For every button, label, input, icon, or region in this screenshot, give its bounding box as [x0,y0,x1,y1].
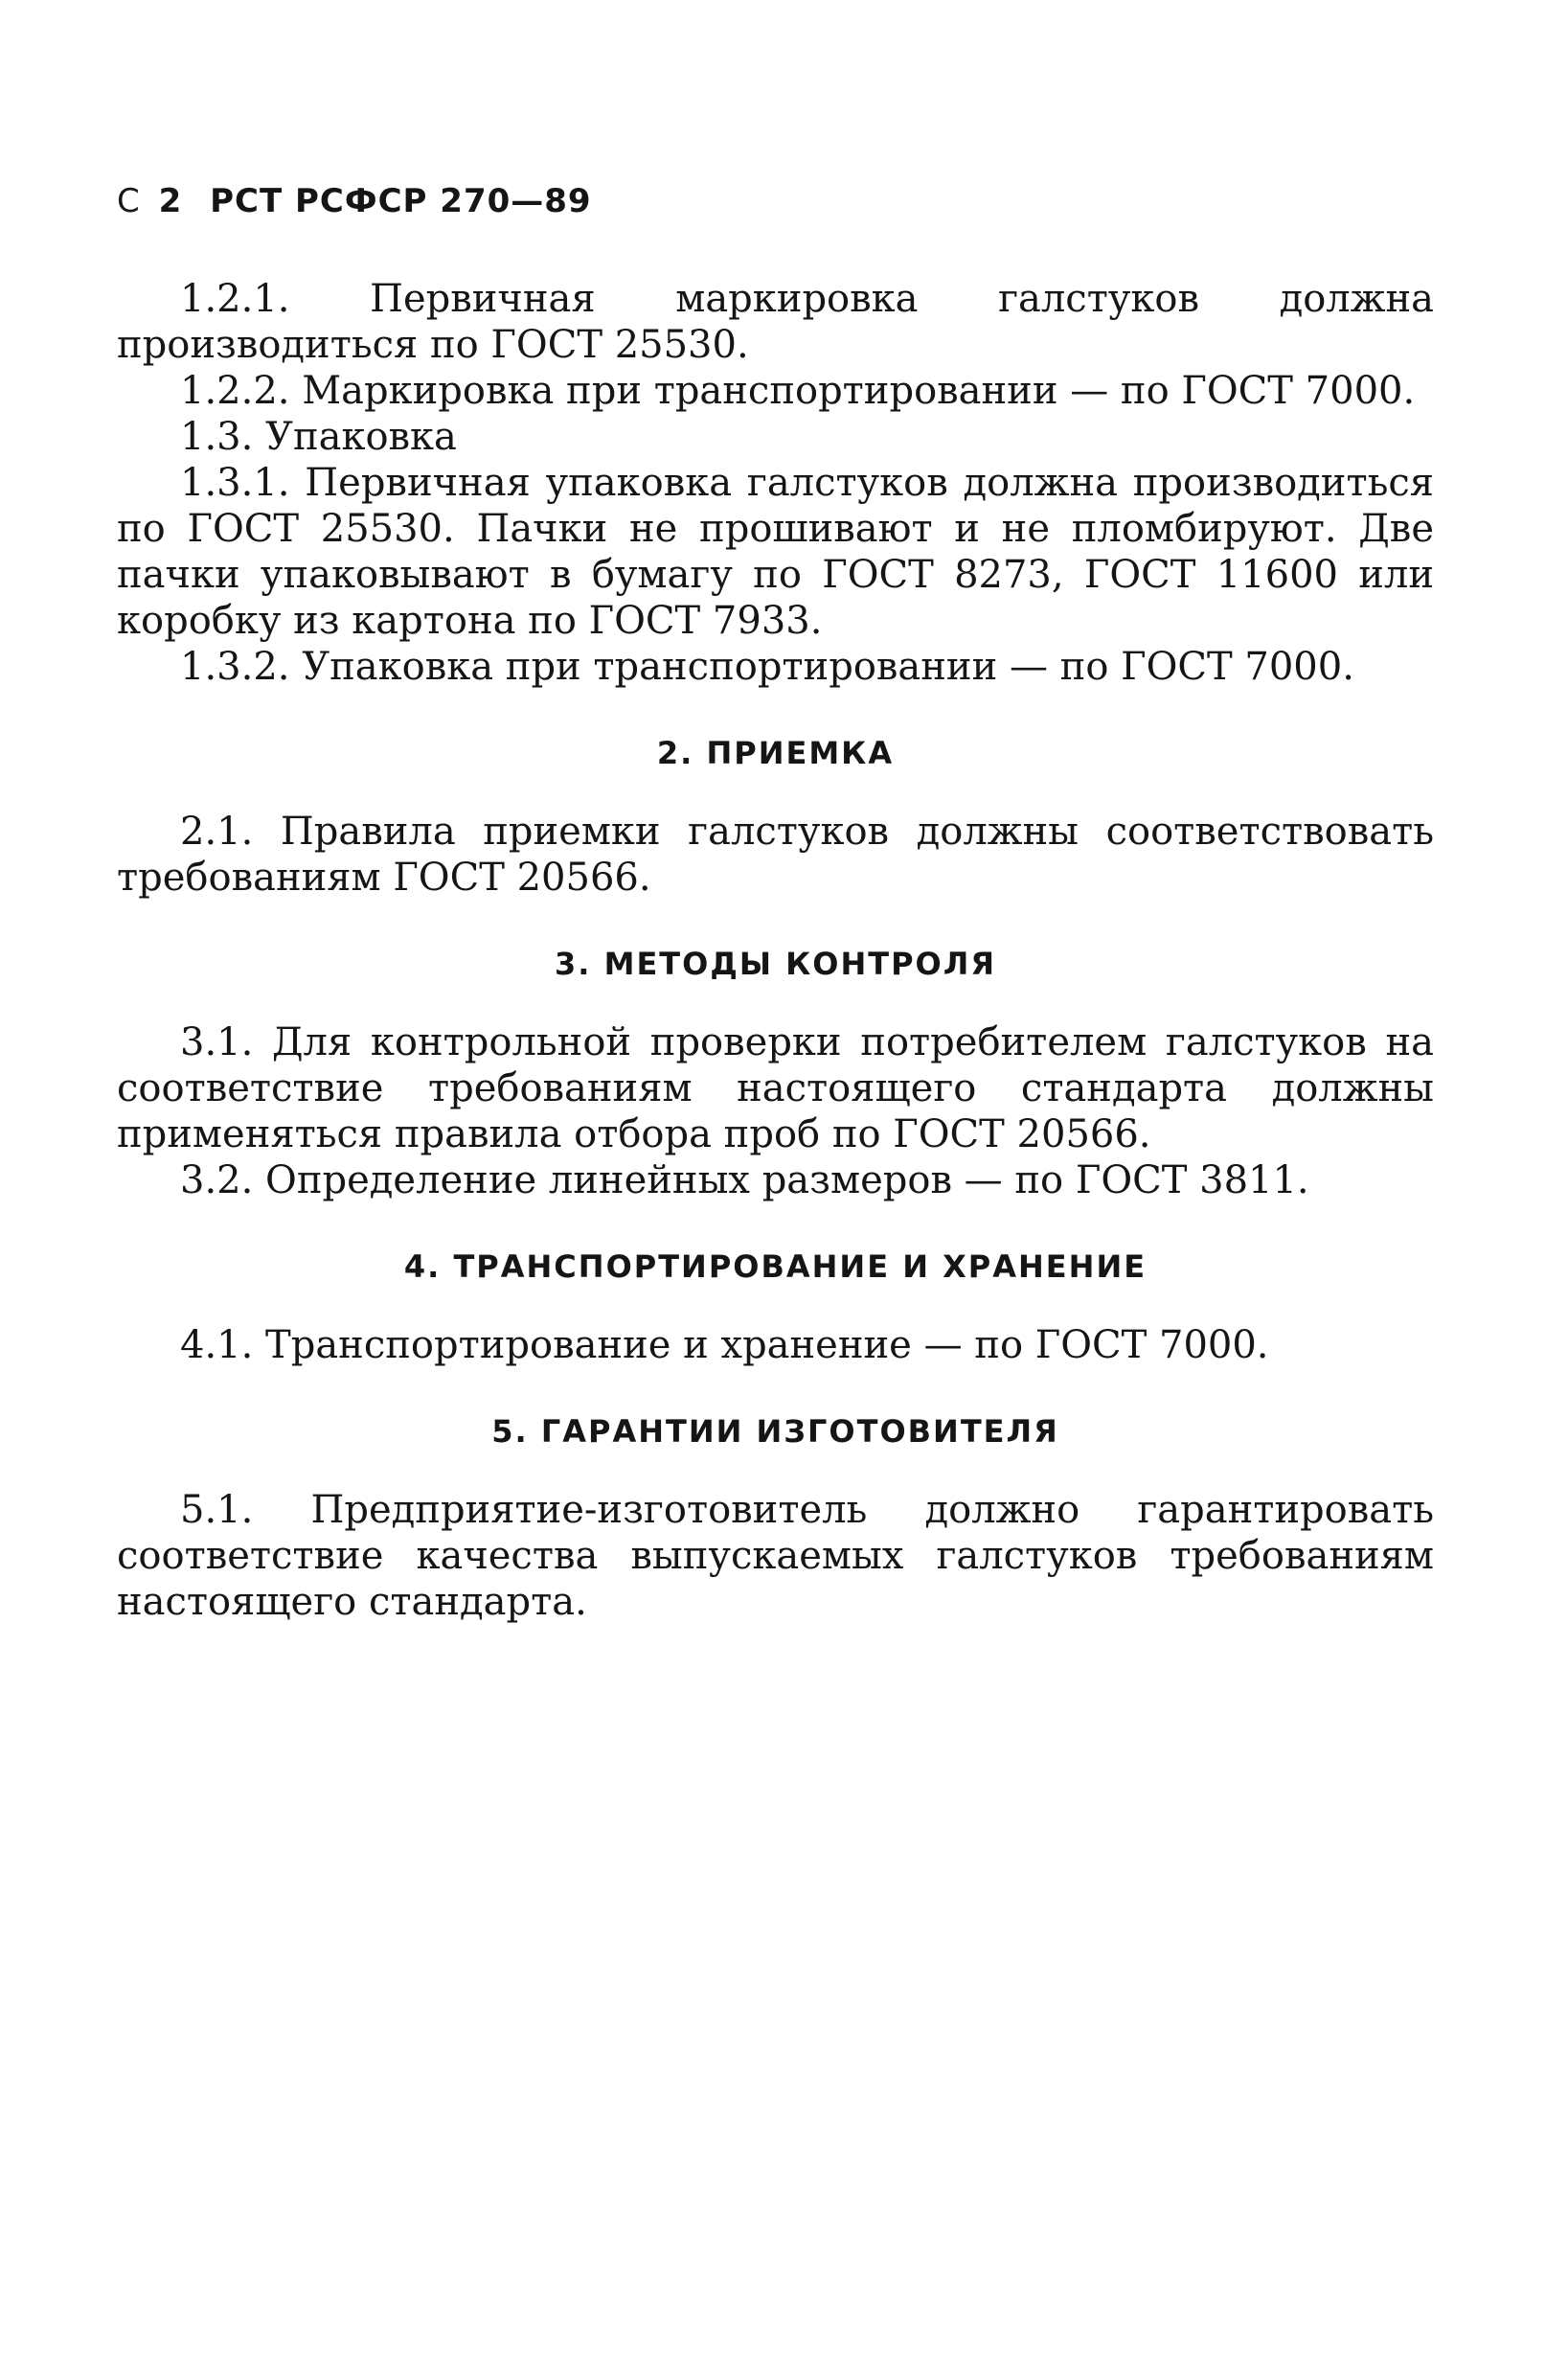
clause-1-3-2: 1.3.2. Упаковка при транспортировании — по ГОСТ 7000. [180,645,1354,689]
section-heading-transport-storage: 4. ТРАНСПОРТИРОВАНИЕ И ХРАНЕНИЕ [403,1248,1148,1285]
clause-1-3: 1.3. Упаковка [180,415,457,459]
header-standard: РСТ РСФСР 270—89 [210,182,592,220]
clause-1-2-1: 1.2.1. Первичная маркировка галстуков должна производиться по ГОСТ 25530. [117,277,1434,367]
clause-1-3-1: 1.3.1. Первичная упаковка галстуков должна производиться по ГОСТ 25530. Пачки не прошивают и не пломбируют. Две пачки упаковывают в бумагу по ГОСТ 8273, ГОСТ 11600 или коробку из картона по ГОСТ 7933. [117,461,1434,643]
running-header [117,182,1434,220]
header-page-number: 2 [158,182,183,220]
section-heading-control-methods: 3. МЕТОДЫ КОНТРОЛЯ [555,946,996,982]
clause-3-2: 3.2. Определение линейных размеров — по ГОСТ 3811. [180,1158,1309,1202]
document-body [117,276,1434,1625]
header-letter: С [117,182,141,220]
clause-1-2-2: 1.2.2. Маркировка при транспортировании — по ГОСТ 7000. [180,369,1416,413]
clause-3-1: 3.1. Для контрольной проверки потребителем галстуков на соответствие требованиям настоящего стандарта должны применяться правила отбора проб по ГОСТ 20566. [117,1020,1434,1156]
section-heading-acceptance: 2. ПРИЕМКА [656,735,895,771]
clause-5-1: 5.1. Предприятие-изготовитель должно гарантировать соответствие качества выпускаемых галстуков требованиям настоящего стандарта. [117,1488,1434,1624]
clause-4-1: 4.1. Транспортирование и хранение — по ГОСТ 7000. [180,1323,1269,1367]
section-heading-manufacturer-guarantee: 5. ГАРАНТИИ ИЗГОТОВИТЕЛЯ [491,1413,1059,1450]
clause-2-1: 2.1. Правила приемки галстуков должны соответствовать требованиям ГОСТ 20566. [117,810,1434,900]
